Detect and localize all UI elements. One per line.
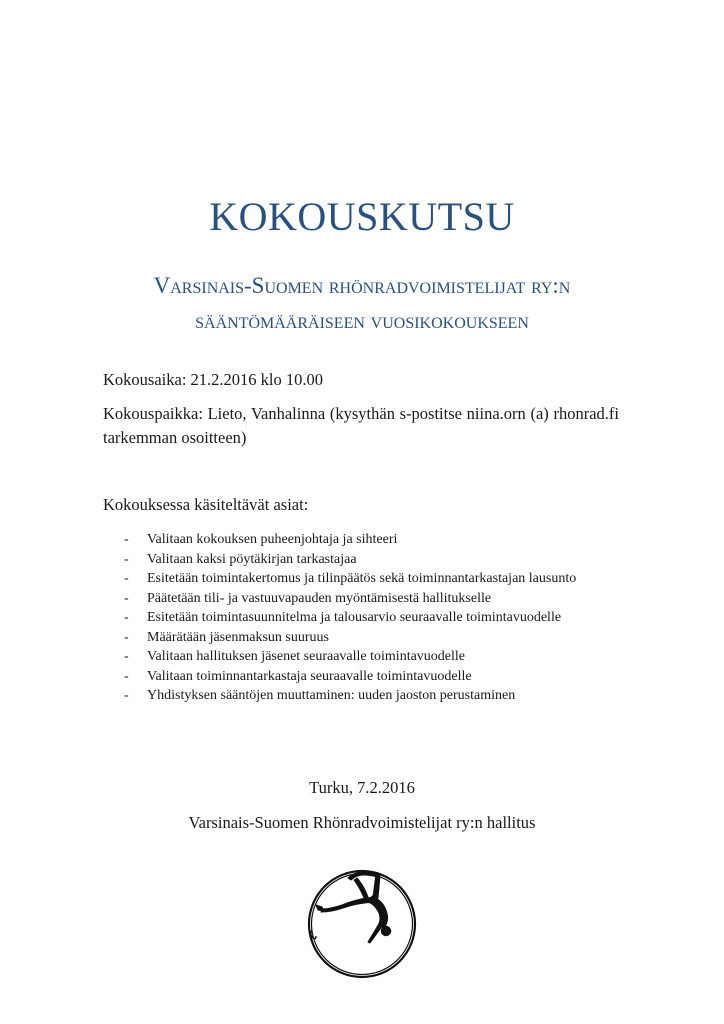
agenda-heading: Kokouksessa käsiteltävät asiat: (103, 495, 309, 514)
dash-bullet-icon: - (124, 610, 129, 625)
agenda-item-text: Määrätään jäsenmaksun suuruus (147, 629, 329, 645)
agenda-item-text: Valitaan toiminnantarkastaja seuraavalle toimintavuodelle (147, 668, 472, 684)
agenda-item-text: Päätetään tili- ja vastuuvapauden myöntämisestä hallitukselle (147, 590, 492, 606)
agenda-item (103, 686, 619, 706)
signature: Varsinais-Suomen Rhönradvoimistelijat ry:n hallitus (188, 813, 536, 832)
meeting-place: Kokouspaikka: Lieto, Vanhalinna (kysythän s-postitse niina.orn (a) rhonrad.fi tarkemman osoitteen) (103, 404, 619, 447)
document-title: KOKOUSKUTSU (209, 194, 515, 239)
agenda-item (103, 550, 619, 570)
agenda-item-text: Esitetään toimintasuunnitelma ja talousarvio seuraavalle toimintavuodelle (147, 610, 562, 625)
agenda-item (103, 667, 619, 687)
subtitle-line-1: Varsinais-Suomen rhönradvoimistelijat ry:n (153, 273, 571, 298)
agenda-item (103, 628, 619, 648)
meeting-time: Kokousaika: 21.2.2016 klo 10.00 (103, 370, 323, 389)
document-subtitle (0, 268, 724, 338)
agenda-item (103, 589, 619, 609)
dash-bullet-icon: - (124, 668, 129, 684)
dash-bullet-icon: - (124, 532, 129, 547)
agenda-item (103, 569, 619, 589)
dash-bullet-icon: - (124, 551, 129, 567)
agenda-list (103, 530, 619, 706)
agenda-item (103, 608, 619, 628)
agenda-item (103, 530, 619, 550)
place-and-date: Turku, 7.2.2016 (309, 778, 415, 797)
dash-bullet-icon: - (124, 629, 129, 645)
agenda-item (103, 647, 619, 667)
dash-bullet-icon: - (124, 571, 129, 586)
agenda-item-text: Esitetään toimintakertomus ja tilinpäätös sekä toiminnantarkastajan lausunto (147, 571, 577, 586)
gymnast-in-wheel-icon (304, 864, 420, 980)
subtitle-line-2: sääntömääräiseen vuosikokoukseen (195, 308, 529, 333)
dash-bullet-icon: - (124, 590, 129, 606)
agenda-item-text: Valitaan kokouksen puheenjohtaja ja sihteeri (147, 532, 398, 547)
agenda-item-text: Valitaan kaksi pöytäkirjan tarkastajaa (147, 551, 357, 567)
wheel-grip (311, 930, 316, 939)
dash-bullet-icon: - (124, 688, 129, 703)
dash-bullet-icon: - (124, 649, 129, 664)
agenda-item-text: Valitaan hallituksen jäsenet seuraavalle toimintavuodelle (147, 649, 466, 664)
gymnast-silhouette (316, 872, 391, 943)
agenda-item-text: Yhdistyksen sääntöjen muuttaminen: uuden jaoston perustaminen (147, 688, 516, 703)
